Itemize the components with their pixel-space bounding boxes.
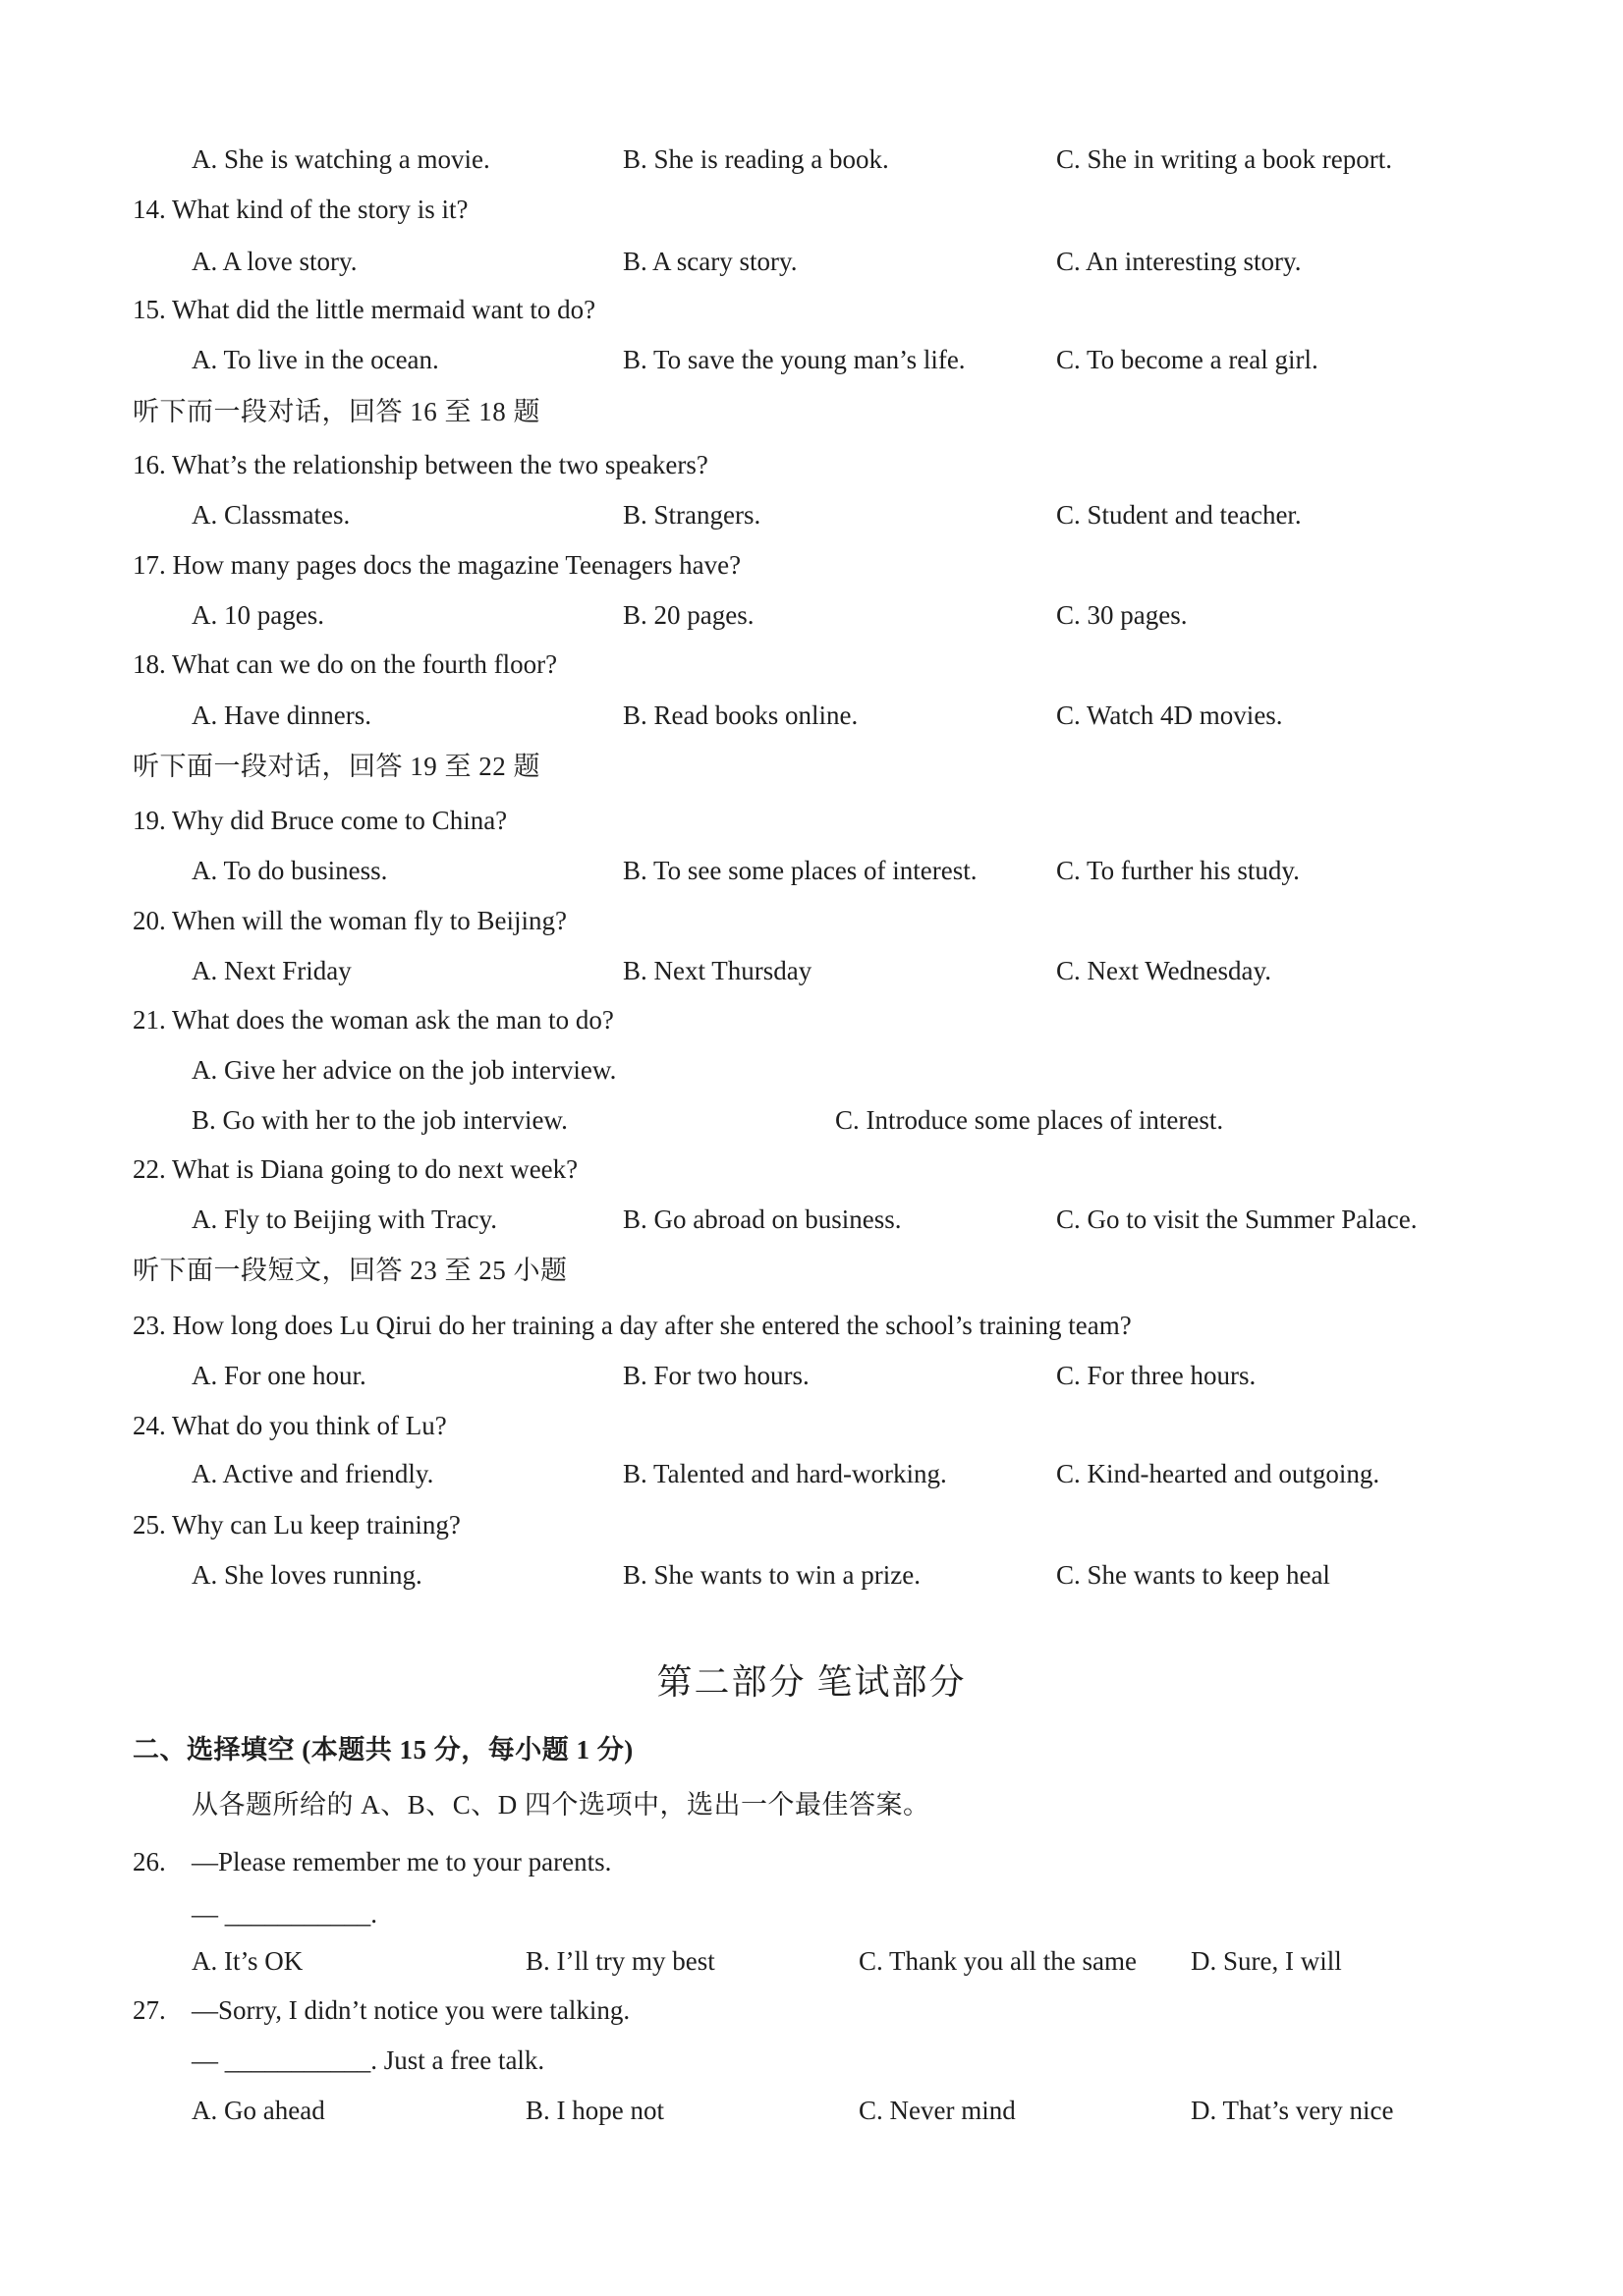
section-title: 二、选择填空 (本题共 15 分，每小题 1 分) xyxy=(133,1735,634,1764)
q15-option-b: B. To save the young man’s life. xyxy=(623,345,966,374)
q22-option-b: B. Go abroad on business. xyxy=(623,1204,902,1234)
q13-option-b: B. She is reading a book. xyxy=(623,144,889,174)
q15-option-c: C. To become a real girl. xyxy=(1056,345,1318,374)
q21-option-a: A. Give her advice on the job interview. xyxy=(192,1055,617,1085)
q17-options xyxy=(0,595,1623,635)
q15-stem-row xyxy=(0,290,1623,329)
q18-option-b: B. Read books online. xyxy=(623,700,859,730)
q24-options xyxy=(0,1454,1623,1493)
q25-option-c: C. She wants to keep heal xyxy=(1056,1560,1330,1590)
q27-option-b: B. I hope not xyxy=(526,2096,664,2125)
q17-option-c: C. 30 pages. xyxy=(1056,600,1188,630)
q14-option-b: B. A scary story. xyxy=(623,247,798,276)
q24-stem-row xyxy=(0,1406,1623,1445)
q27-reply-row xyxy=(0,2041,1623,2080)
q23-option-a: A. For one hour. xyxy=(192,1361,366,1390)
q20-option-b: B. Next Thursday xyxy=(623,956,812,985)
q20-stem: 20. When will the woman fly to Beijing? xyxy=(133,906,567,935)
q26-reply-row xyxy=(0,1894,1623,1933)
q26-option-b: B. I’ll try my best xyxy=(526,1946,715,1976)
listening-instruction: 听下而一段对话，回答 16 至 18 题 xyxy=(133,397,540,426)
q23-stem-row xyxy=(0,1306,1623,1345)
q18-options xyxy=(0,696,1623,735)
q19-option-b: B. To see some places of interest. xyxy=(623,856,978,885)
listening-instruction: 听下面一段对话，回答 19 至 22 题 xyxy=(133,752,540,781)
q21-options-line1 xyxy=(0,1050,1623,1090)
q14-option-c: C. An interesting story. xyxy=(1056,247,1302,276)
q22-stem-row xyxy=(0,1149,1623,1189)
q16-option-c: C. Student and teacher. xyxy=(1056,500,1302,530)
q21-options-line2 xyxy=(0,1100,1623,1140)
q19-option-c: C. To further his study. xyxy=(1056,856,1300,885)
q15-options xyxy=(0,340,1623,379)
q25-stem-row xyxy=(0,1505,1623,1544)
q24-option-b: B. Talented and hard-working. xyxy=(623,1459,947,1488)
q19-options xyxy=(0,851,1623,890)
q19-option-a: A. To do business. xyxy=(192,856,388,885)
q16-option-b: B. Strangers. xyxy=(623,500,761,530)
q25-options xyxy=(0,1555,1623,1595)
q21-stem-row xyxy=(0,1000,1623,1039)
section-instruction: 从各题所给的 A、B、C、D 四个选项中，选出一个最佳答案。 xyxy=(192,1790,930,1820)
q19-stem-row xyxy=(0,801,1623,840)
q15-option-a: A. To live in the ocean. xyxy=(192,345,439,374)
q26-options xyxy=(0,1941,1623,1981)
q26-option-d: D. Sure, I will xyxy=(1191,1946,1342,1976)
q16-stem-row xyxy=(0,445,1623,484)
q20-stem-row xyxy=(0,901,1623,940)
q24-option-a: A. Active and friendly. xyxy=(192,1459,434,1488)
q18-stem-row xyxy=(0,644,1623,684)
q26-prompt-row xyxy=(0,1842,1623,1881)
q26-reply-blank: — ___________. xyxy=(192,1899,377,1929)
q23-options xyxy=(0,1356,1623,1395)
q27-number: 27. xyxy=(133,1995,166,2025)
section-instruction-row xyxy=(0,1785,1623,1824)
q23-stem: 23. How long does Lu Qirui do her training a day after she entered the school’s training team? xyxy=(133,1311,1132,1340)
q27-options xyxy=(0,2091,1623,2130)
q15-stem: 15. What did the little mermaid want to do? xyxy=(133,295,596,324)
q14-stem: 14. What kind of the story is it? xyxy=(133,195,469,224)
q27-reply-blank: — ___________. Just a free talk. xyxy=(192,2045,545,2075)
q26-number: 26. xyxy=(133,1847,166,1876)
q17-stem-row xyxy=(0,545,1623,585)
q23-option-b: B. For two hours. xyxy=(623,1361,810,1390)
q13-option-a: A. She is watching a movie. xyxy=(192,144,490,174)
q18-option-a: A. Have dinners. xyxy=(192,700,371,730)
q21-stem: 21. What does the woman ask the man to do? xyxy=(133,1005,614,1035)
q27-prompt: —Sorry, I didn’t notice you were talking. xyxy=(192,1995,631,2025)
q27-option-c: C. Never mind xyxy=(859,2096,1016,2125)
q13-options xyxy=(0,140,1623,179)
q24-option-c: C. Kind-hearted and outgoing. xyxy=(1056,1459,1380,1488)
q13-option-c: C. She in writing a book report. xyxy=(1056,144,1392,174)
q17-option-b: B. 20 pages. xyxy=(623,600,755,630)
q22-option-c: C. Go to visit the Summer Palace. xyxy=(1056,1204,1418,1234)
q17-stem: 17. How many pages docs the magazine Teenagers have? xyxy=(133,550,742,580)
q22-stem: 22. What is Diana going to do next week? xyxy=(133,1154,579,1184)
q26-option-c: C. Thank you all the same xyxy=(859,1946,1137,1976)
listening-instruction: 听下面一段短文，回答 23 至 25 小题 xyxy=(133,1256,568,1285)
q22-option-a: A. Fly to Beijing with Tracy. xyxy=(192,1204,498,1234)
q27-option-a: A. Go ahead xyxy=(192,2096,325,2125)
q18-stem: 18. What can we do on the fourth floor? xyxy=(133,649,558,679)
instruction-23-25-row xyxy=(0,1251,1623,1290)
q27-option-d: D. That’s very nice xyxy=(1191,2096,1394,2125)
q23-option-c: C. For three hours. xyxy=(1056,1361,1257,1390)
q21-option-c: C. Introduce some places of interest. xyxy=(835,1105,1224,1135)
q24-stem: 24. What do you think of Lu? xyxy=(133,1411,447,1440)
q21-option-b: B. Go with her to the job interview. xyxy=(192,1105,568,1135)
q25-option-a: A. She loves running. xyxy=(192,1560,422,1590)
q26-option-a: A. It’s OK xyxy=(192,1946,304,1976)
q18-option-c: C. Watch 4D movies. xyxy=(1056,700,1283,730)
q17-option-a: A. 10 pages. xyxy=(192,600,324,630)
q14-stem-row xyxy=(0,190,1623,229)
q26-prompt: —Please remember me to your parents. xyxy=(192,1847,612,1876)
q19-stem: 19. Why did Bruce come to China? xyxy=(133,806,508,835)
q16-stem: 16. What’s the relationship between the two speakers? xyxy=(133,450,708,479)
q20-option-a: A. Next Friday xyxy=(192,956,352,985)
q14-options xyxy=(0,242,1623,281)
q22-options xyxy=(0,1200,1623,1239)
q20-options xyxy=(0,951,1623,990)
q16-options xyxy=(0,495,1623,534)
q20-option-c: C. Next Wednesday. xyxy=(1056,956,1272,985)
instruction-16-18-row xyxy=(0,392,1623,431)
q25-stem: 25. Why can Lu keep training? xyxy=(133,1510,461,1540)
q25-option-b: B. She wants to win a prize. xyxy=(623,1560,921,1590)
q14-option-a: A. A love story. xyxy=(192,247,358,276)
part-heading: 第二部分 笔试部分 xyxy=(656,1662,967,1702)
section-title-row xyxy=(0,1730,1623,1769)
instruction-19-22-row xyxy=(0,747,1623,786)
q16-option-a: A. Classmates. xyxy=(192,500,351,530)
q27-prompt-row xyxy=(0,1990,1623,2030)
